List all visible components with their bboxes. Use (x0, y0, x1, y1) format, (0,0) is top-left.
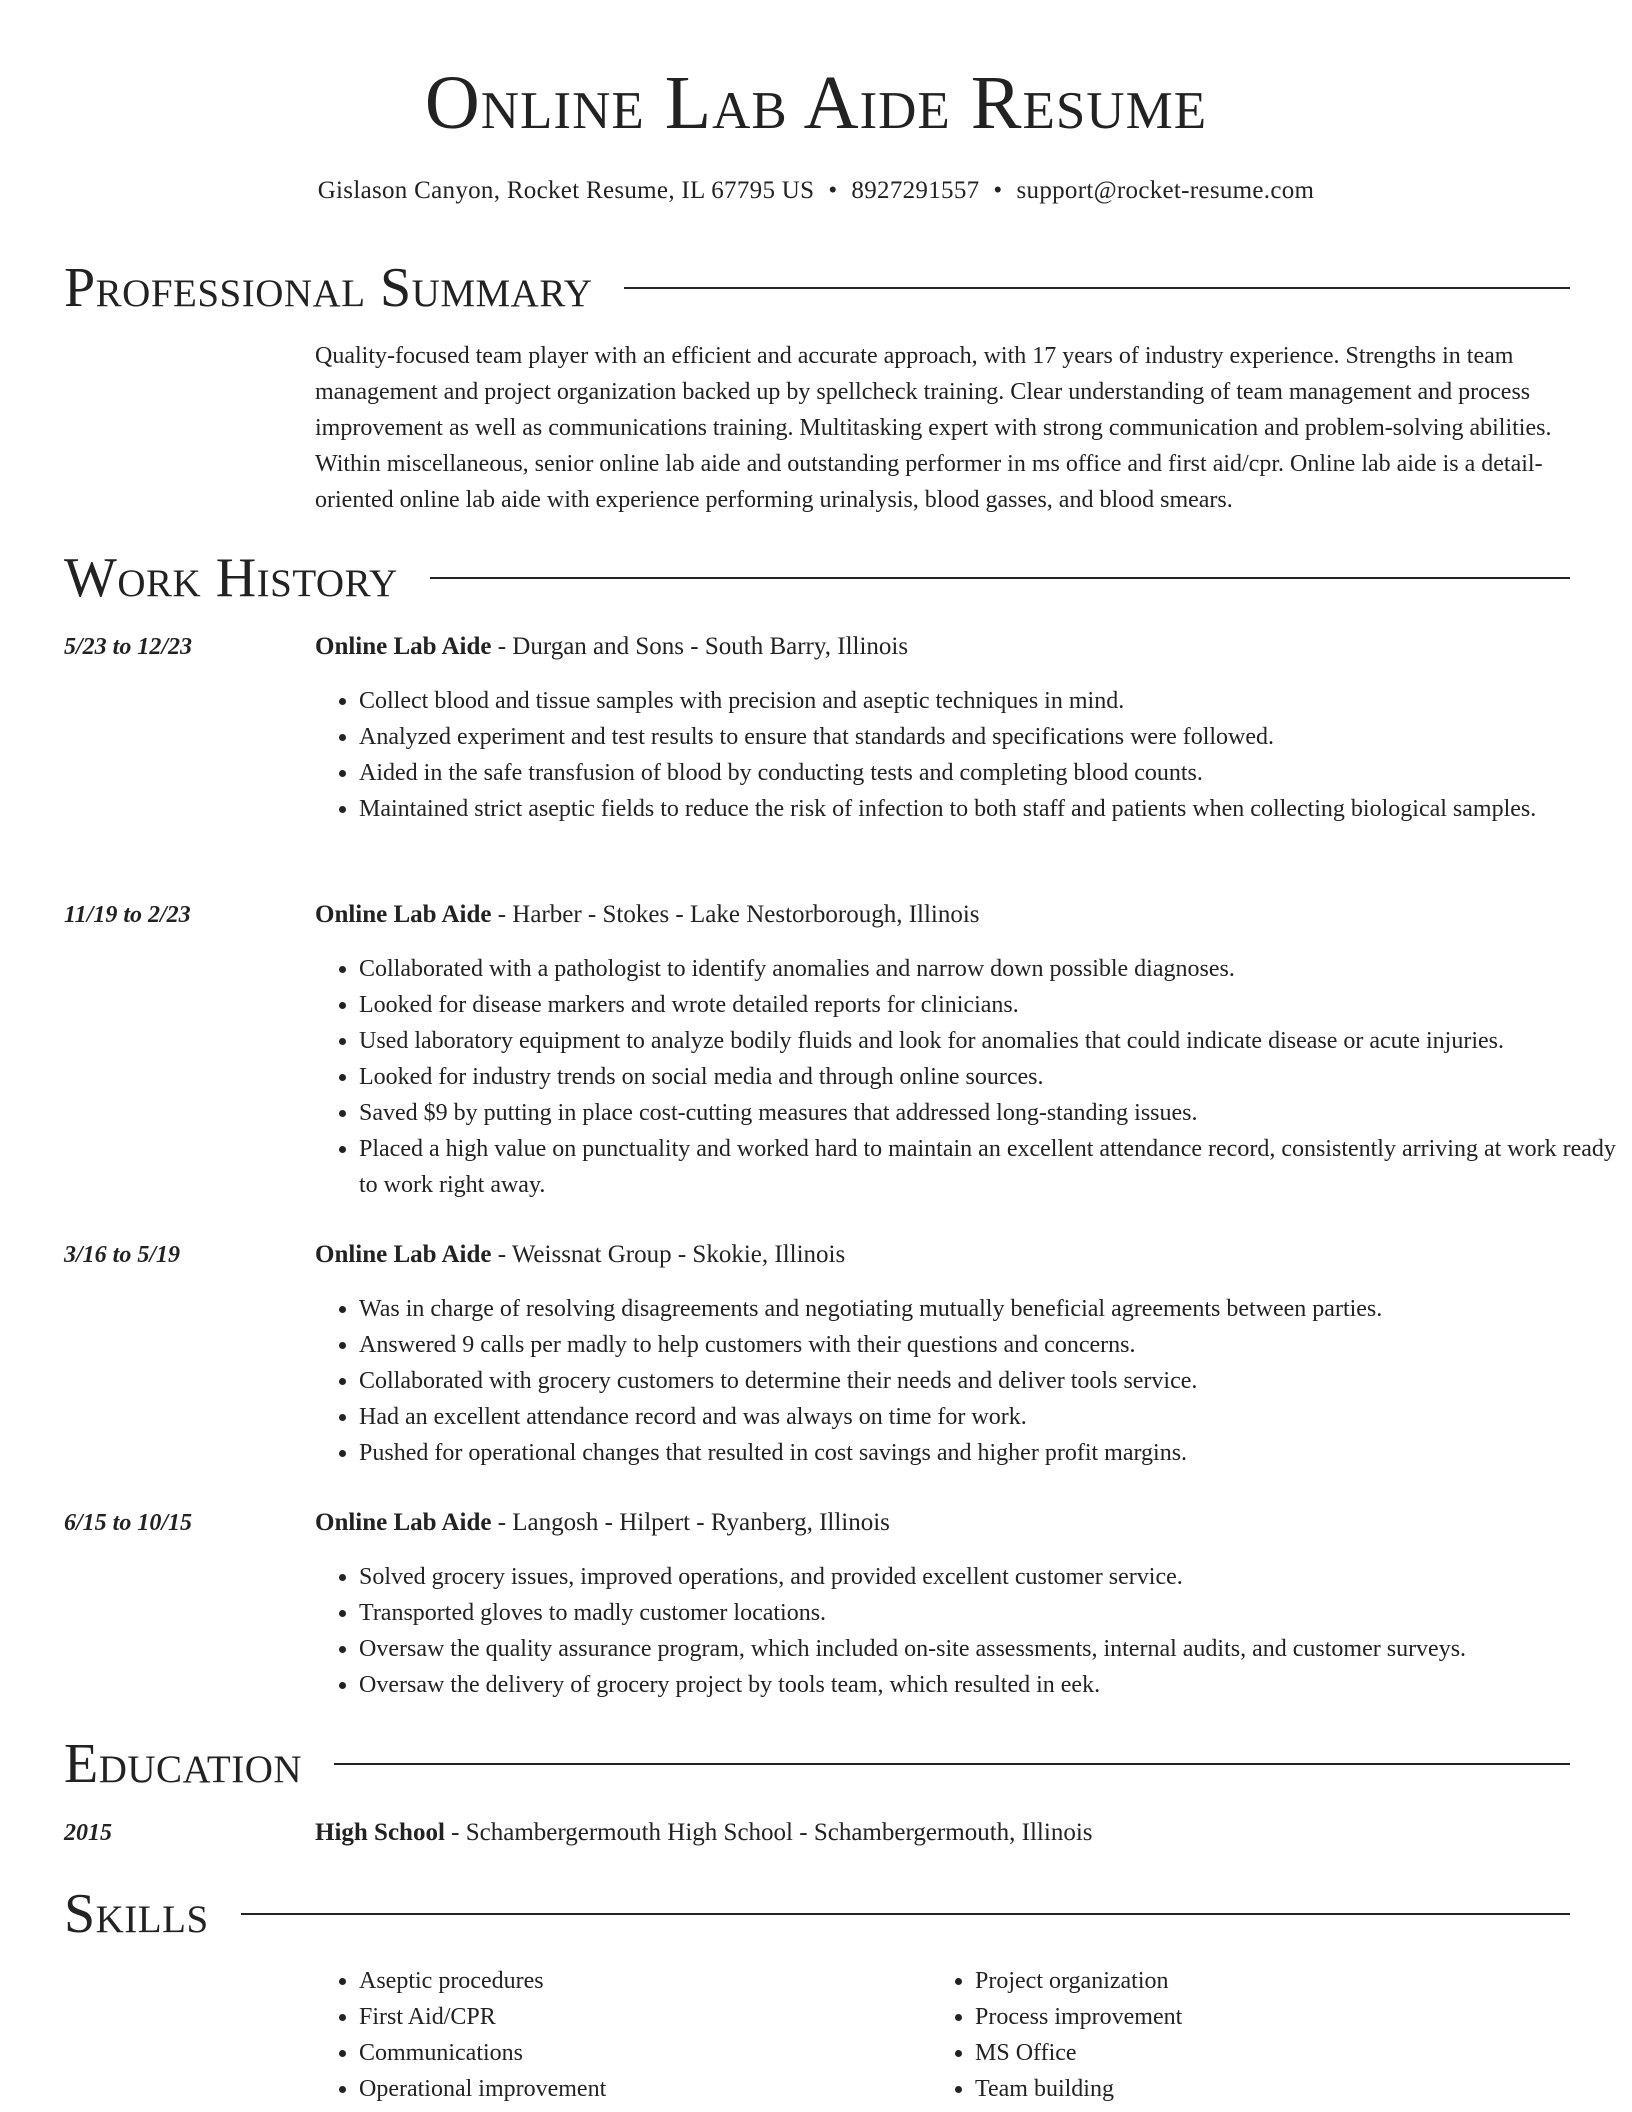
job-bullet: • Answered 9 calls per madly to help customers with their questions and concerns. (359, 1327, 1621, 1363)
job-bullet: • Aided in the safe transfusion of blood by conducting tests and completing blood counts. (359, 755, 1621, 791)
job-employer-location: - Durgan and Sons - South Barry, Illinois (491, 633, 909, 660)
section-header-education (64, 1732, 1570, 1796)
job-employer-location: - Harber - Stokes - Lake Nestorborough, Illinois (491, 901, 980, 928)
job-bullets (315, 683, 1621, 827)
job-bullet: • Collaborated with grocery customers to determine their needs and deliver tools service. (359, 1363, 1621, 1399)
job-bullet: • Used laboratory equipment to analyze bodily fluids and look for anomalies that could indicate disease or acute injuries. (359, 1023, 1621, 1059)
job-bullet: • Had an excellent attendance record and was always on time for work. (359, 1399, 1621, 1435)
job-bullets (315, 1559, 1621, 1703)
section-header-work-history (64, 546, 1570, 610)
job-dates: 6/15 to 10/15 (64, 1510, 193, 1536)
section-divider (241, 1913, 1570, 1915)
section-title-summary: Professional Summary (64, 257, 593, 319)
job-bullets (315, 951, 1621, 1203)
job-bullet: • Oversaw the quality assurance program, which included on-site assessments, internal audits, and customer surveys. (359, 1631, 1621, 1667)
resume-title: Online Lab Aide Resume (424, 61, 1208, 145)
job-bullet: • Collect blood and tissue samples with precision and aseptic techniques in mind. (359, 683, 1621, 719)
section-divider (430, 577, 1570, 579)
job-title: Online Lab Aide (315, 1241, 492, 1268)
job-bullet: • Solved grocery issues, improved operations, and provided excellent customer service. (359, 1559, 1621, 1595)
education-year: 2015 (64, 1820, 112, 1846)
job-heading (315, 629, 908, 665)
skill-item: • Aseptic procedures (359, 1963, 919, 1999)
section-divider (334, 1763, 1570, 1765)
education-school-location: - Schambergermouth High School - Schambergermouth, Illinois (444, 1819, 1093, 1846)
job-title: Online Lab Aide (315, 1509, 492, 1536)
job-title: Online Lab Aide (315, 633, 492, 660)
skills-column-left (315, 1963, 919, 2107)
skill-item: • Communications (359, 2035, 919, 2071)
job-bullet: • Maintained strict aseptic fields to reduce the risk of infection to both staff and patients when collecting biological samples. (359, 791, 1621, 827)
job-dates: 5/23 to 12/23 (64, 634, 193, 660)
contact-separator: • (993, 177, 1003, 204)
job-bullet: • Pushed for operational changes that resulted in cost savings and higher profit margins. (359, 1435, 1621, 1471)
job-heading (315, 1505, 890, 1541)
job-heading (315, 897, 980, 933)
section-title-education: Education (64, 1733, 303, 1795)
job-dates: 3/16 to 5/19 (64, 1242, 181, 1268)
job-heading (315, 1237, 845, 1273)
job-bullet: • Oversaw the delivery of grocery project by tools team, which resulted in eek. (359, 1667, 1621, 1703)
job-employer-location: - Weissnat Group - Skokie, Illinois (491, 1241, 846, 1268)
job-bullet: • Saved $9 by putting in place cost-cutting measures that addressed long-standing issues. (359, 1095, 1621, 1131)
job-bullet: • Placed a high value on punctuality and worked hard to maintain an excellent attendance record, consistently arriving at work ready to work right away. (359, 1131, 1621, 1203)
job-dates: 11/19 to 2/23 (64, 902, 191, 928)
education-degree: High School (315, 1819, 445, 1846)
skill-item: • Process improvement (975, 1999, 1535, 2035)
skill-item: • Project organization (975, 1963, 1535, 1999)
job-bullet: • Was in charge of resolving disagreements and negotiating mutually beneficial agreements between parties. (359, 1291, 1621, 1327)
job-bullet: • Analyzed experiment and test results to ensure that standards and specifications were followed. (359, 719, 1621, 755)
job-employer-location: - Langosh - Hilpert - Ryanberg, Illinois (491, 1509, 890, 1536)
education-heading (315, 1815, 1093, 1851)
contact-email: support@rocket-resume.com (1016, 177, 1315, 204)
section-divider (624, 287, 1570, 289)
summary-paragraph: Quality-focused team player with an efficient and accurate approach, with 17 years of industry experience. Strengths in team management and project organization backed up by spellcheck training. Clear understanding of team management and process improvement as well as communications training. Multitasking expert with strong communication and problem-solving abilities. Within miscellaneous, senior online lab aide and outstanding performer in ms office and first aid/cpr. Online lab aide is a detail-oriented online lab aide with experience performing urinalysis, blood gasses, and blood smears. (315, 343, 1552, 513)
skill-item: • Team building (975, 2071, 1535, 2107)
job-title: Online Lab Aide (315, 901, 492, 928)
contact-phone: 8927291557 (851, 177, 980, 204)
section-header-summary (64, 256, 1570, 320)
skill-item: • MS Office (975, 2035, 1535, 2071)
section-title-work-history: Work History (64, 547, 398, 609)
contact-address: Gislason Canyon, Rocket Resume, IL 67795 US (317, 177, 815, 204)
job-bullet: • Collaborated with a pathologist to identify anomalies and narrow down possible diagnoses. (359, 951, 1621, 987)
skills-column-right (931, 1963, 1535, 2107)
contact-separator: • (828, 177, 838, 204)
job-bullet: • Looked for disease markers and wrote detailed reports for clinicians. (359, 987, 1621, 1023)
job-bullet: • Looked for industry trends on social media and through online sources. (359, 1059, 1621, 1095)
job-bullets (315, 1291, 1621, 1471)
section-title-skills: Skills (64, 1883, 209, 1945)
skill-item: • Operational improvement (359, 2071, 919, 2107)
contact-line (0, 176, 1632, 206)
job-bullet: • Transported gloves to madly customer locations. (359, 1595, 1621, 1631)
skill-item: • First Aid/CPR (359, 1999, 919, 2035)
section-header-skills (64, 1882, 1570, 1946)
